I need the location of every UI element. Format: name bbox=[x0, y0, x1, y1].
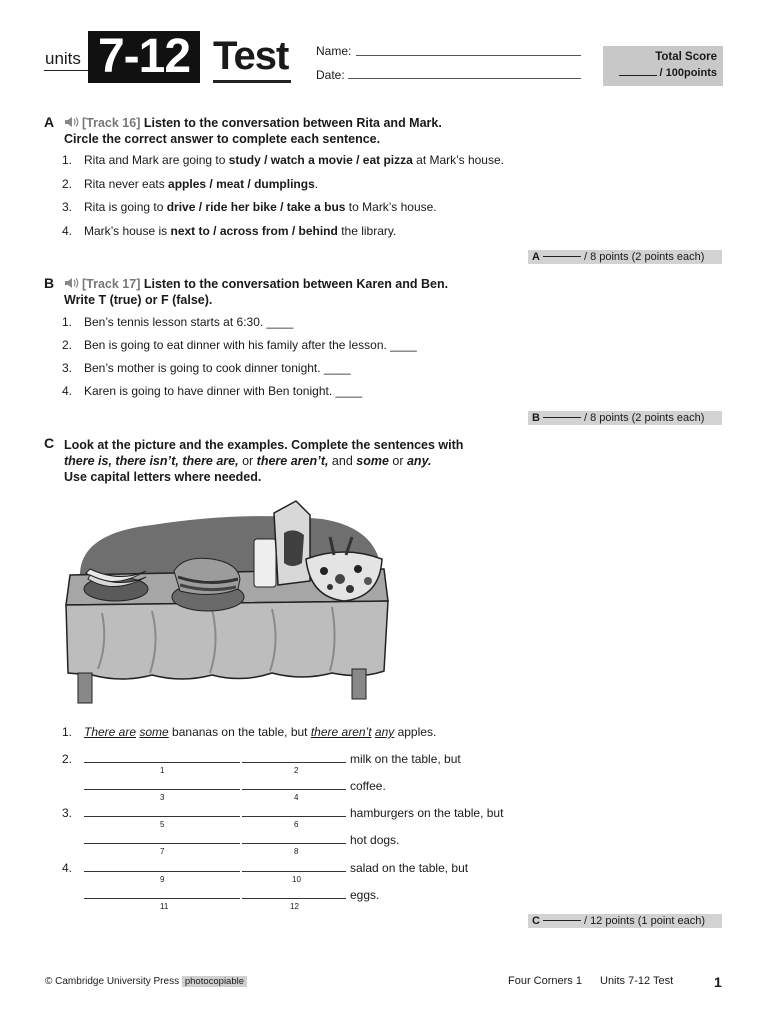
item-text: Rita is going to bbox=[84, 200, 167, 214]
answer-choices[interactable]: next to / across from / behind bbox=[170, 223, 338, 238]
blank-number: 6 bbox=[294, 820, 299, 829]
section-a-list bbox=[62, 153, 622, 247]
speaker-icon bbox=[64, 277, 78, 289]
blank-number: 4 bbox=[294, 793, 299, 802]
section-c-letter: C bbox=[44, 435, 55, 451]
list-item bbox=[62, 361, 622, 384]
item-text: Mark’s house is bbox=[84, 223, 171, 238]
item-text: at Mark’s house. bbox=[412, 153, 504, 167]
name-label: Name: bbox=[316, 44, 352, 58]
blank-number: 7 bbox=[160, 847, 165, 856]
answer-blank[interactable] bbox=[84, 861, 240, 872]
total-score-points bbox=[619, 67, 717, 79]
item-number: 4. bbox=[62, 223, 73, 238]
item-text[interactable]: Ben’s tennis lesson starts at 6:30. ____ bbox=[84, 315, 294, 329]
list-item bbox=[62, 315, 622, 338]
name-field[interactable] bbox=[356, 55, 581, 56]
section-c-score bbox=[528, 914, 722, 928]
section-c-instructions bbox=[64, 437, 463, 485]
section-b-instr2: Write T (true) or F (false). bbox=[64, 293, 213, 307]
copyright: © Cambridge University Press bbox=[45, 976, 180, 987]
item-text: to Mark’s house. bbox=[345, 200, 437, 214]
blank-number: 11 bbox=[160, 902, 169, 911]
list-item bbox=[62, 200, 622, 224]
item-text: the library. bbox=[337, 223, 397, 238]
total-score-box bbox=[603, 46, 723, 86]
example-answer: there aren’t bbox=[310, 725, 372, 739]
item-number: 1. bbox=[62, 725, 73, 739]
list-item bbox=[62, 177, 622, 201]
blank-number: 8 bbox=[294, 847, 299, 856]
photocopiable-badge: photocopiable bbox=[182, 976, 247, 987]
item-number: 2. bbox=[62, 338, 73, 352]
blank-number: 5 bbox=[160, 820, 165, 829]
item-text: Rita and Mark are going to bbox=[84, 153, 229, 167]
item-text: coffee. bbox=[350, 779, 386, 793]
list-item bbox=[62, 224, 622, 248]
score-text: / 8 points (2 points each) bbox=[583, 412, 705, 424]
item-text: hot dogs. bbox=[350, 833, 400, 847]
answer-blank[interactable] bbox=[84, 888, 240, 899]
item-text: milk on the table, but bbox=[350, 752, 461, 766]
blank-number: 10 bbox=[292, 875, 301, 884]
answer-choices[interactable]: study / watch a movie / eat pizza bbox=[228, 153, 413, 167]
answer-blank[interactable] bbox=[84, 806, 240, 817]
blank-number: 2 bbox=[294, 766, 299, 775]
list-item bbox=[62, 338, 622, 361]
section-b-list bbox=[62, 315, 622, 407]
blank-number: 9 bbox=[160, 875, 165, 884]
page-number: 1 bbox=[714, 974, 722, 990]
section-b-score bbox=[528, 411, 722, 425]
item-text[interactable]: Ben’s mother is going to cook dinner tonight. ____ bbox=[84, 361, 351, 375]
score-text: / 12 points (1 point each) bbox=[583, 915, 706, 927]
phrase: there aren’t, bbox=[256, 454, 329, 468]
section-b-letter: B bbox=[44, 275, 55, 291]
answer-blank[interactable] bbox=[242, 752, 346, 763]
item-text: hamburgers on the table, but bbox=[350, 806, 504, 820]
total-points-text: / 100points bbox=[659, 67, 717, 79]
footer-test: Units 7-12 Test bbox=[600, 975, 674, 987]
blank-number: 1 bbox=[160, 766, 165, 775]
item-number: 4. bbox=[62, 861, 73, 875]
section-c-instr1: Look at the picture and the examples. Complete the sentences with bbox=[64, 438, 464, 452]
section-c-exercises bbox=[62, 752, 622, 912]
blank-number: 3 bbox=[160, 793, 165, 802]
item-text: eggs. bbox=[350, 888, 380, 902]
phrase: some bbox=[356, 454, 389, 468]
item-number: 3. bbox=[62, 361, 73, 375]
score-blank[interactable] bbox=[543, 256, 581, 257]
item-text[interactable]: Karen is going to have dinner with Ben tonight. ____ bbox=[84, 384, 363, 398]
score-letter: B bbox=[532, 412, 540, 424]
answer-blank[interactable] bbox=[84, 779, 240, 790]
list-item bbox=[62, 153, 622, 177]
answer-blank[interactable] bbox=[84, 752, 240, 763]
table-illustration bbox=[62, 493, 390, 715]
example-answer: There are bbox=[84, 725, 137, 739]
connector: and bbox=[328, 454, 357, 468]
score-text: / 8 points (2 points each) bbox=[583, 251, 705, 263]
date-field[interactable] bbox=[348, 78, 581, 79]
track-16: [Track 16] bbox=[82, 116, 141, 130]
item-text: bananas on the table, but bbox=[168, 725, 311, 739]
answer-blank[interactable] bbox=[242, 779, 346, 790]
section-a-score bbox=[528, 250, 722, 264]
item-number: 3. bbox=[62, 200, 73, 214]
score-letter: A bbox=[532, 251, 540, 263]
item-number: 1. bbox=[62, 315, 73, 329]
section-c-instr3: Use capital letters where needed. bbox=[64, 470, 262, 484]
section-a-letter: A bbox=[44, 114, 55, 130]
section-a-instructions bbox=[64, 115, 442, 147]
units-range: 7-12 bbox=[88, 31, 200, 83]
answer-blank[interactable] bbox=[242, 833, 346, 844]
answer-blank[interactable] bbox=[242, 861, 346, 872]
test-title: Test bbox=[213, 34, 289, 78]
track-17: [Track 17] bbox=[82, 277, 141, 291]
score-letter: C bbox=[532, 915, 540, 927]
example-answer: any bbox=[374, 725, 395, 739]
item-text: apples. bbox=[394, 725, 437, 739]
item-text: . bbox=[314, 176, 319, 191]
blank-number: 12 bbox=[290, 902, 299, 911]
section-a-instr2: Circle the correct answer to complete each sentence. bbox=[64, 132, 381, 146]
score-blank[interactable] bbox=[543, 417, 581, 418]
section-b-instructions bbox=[64, 276, 448, 308]
speaker-icon bbox=[64, 116, 78, 128]
section-a-instr1: Listen to the conversation between Rita and Mark. bbox=[143, 116, 442, 130]
item-text: salad on the table, but bbox=[350, 861, 469, 875]
answer-blank[interactable] bbox=[242, 888, 346, 899]
item-number: 1. bbox=[62, 153, 73, 167]
phrase: any. bbox=[406, 454, 432, 468]
footer-left bbox=[45, 976, 247, 987]
title-underline bbox=[213, 80, 291, 83]
item-text[interactable]: Ben is going to eat dinner with his family after the lesson. ____ bbox=[84, 338, 417, 352]
footer-book: Four Corners 1 bbox=[508, 975, 582, 987]
connector: or bbox=[388, 454, 407, 468]
answer-choices[interactable]: drive / ride her bike / take a bus bbox=[166, 200, 346, 214]
units-label: units bbox=[45, 49, 81, 68]
item-number: 2. bbox=[62, 176, 73, 191]
item-number: 3. bbox=[62, 806, 73, 820]
phrase: there is, there isn’t, there are, bbox=[64, 454, 239, 468]
total-score-label: Total Score bbox=[655, 51, 717, 63]
units-underline bbox=[44, 70, 89, 71]
answer-blank[interactable] bbox=[242, 806, 346, 817]
list-item bbox=[62, 384, 622, 407]
connector: or bbox=[238, 454, 257, 468]
item-number: 4. bbox=[62, 384, 73, 398]
answer-choices[interactable]: apples / meat / dumplings bbox=[168, 176, 315, 191]
date-label: Date: bbox=[316, 68, 345, 82]
item-text: Rita never eats bbox=[84, 176, 169, 191]
answer-blank[interactable] bbox=[84, 833, 240, 844]
score-blank[interactable] bbox=[543, 920, 581, 921]
example-answer: some bbox=[139, 725, 169, 739]
example-sentence bbox=[62, 725, 644, 739]
item-number: 2. bbox=[62, 752, 73, 766]
section-b-instr1: Listen to the conversation between Karen and Ben. bbox=[143, 277, 449, 291]
total-score-blank[interactable] bbox=[619, 75, 657, 76]
